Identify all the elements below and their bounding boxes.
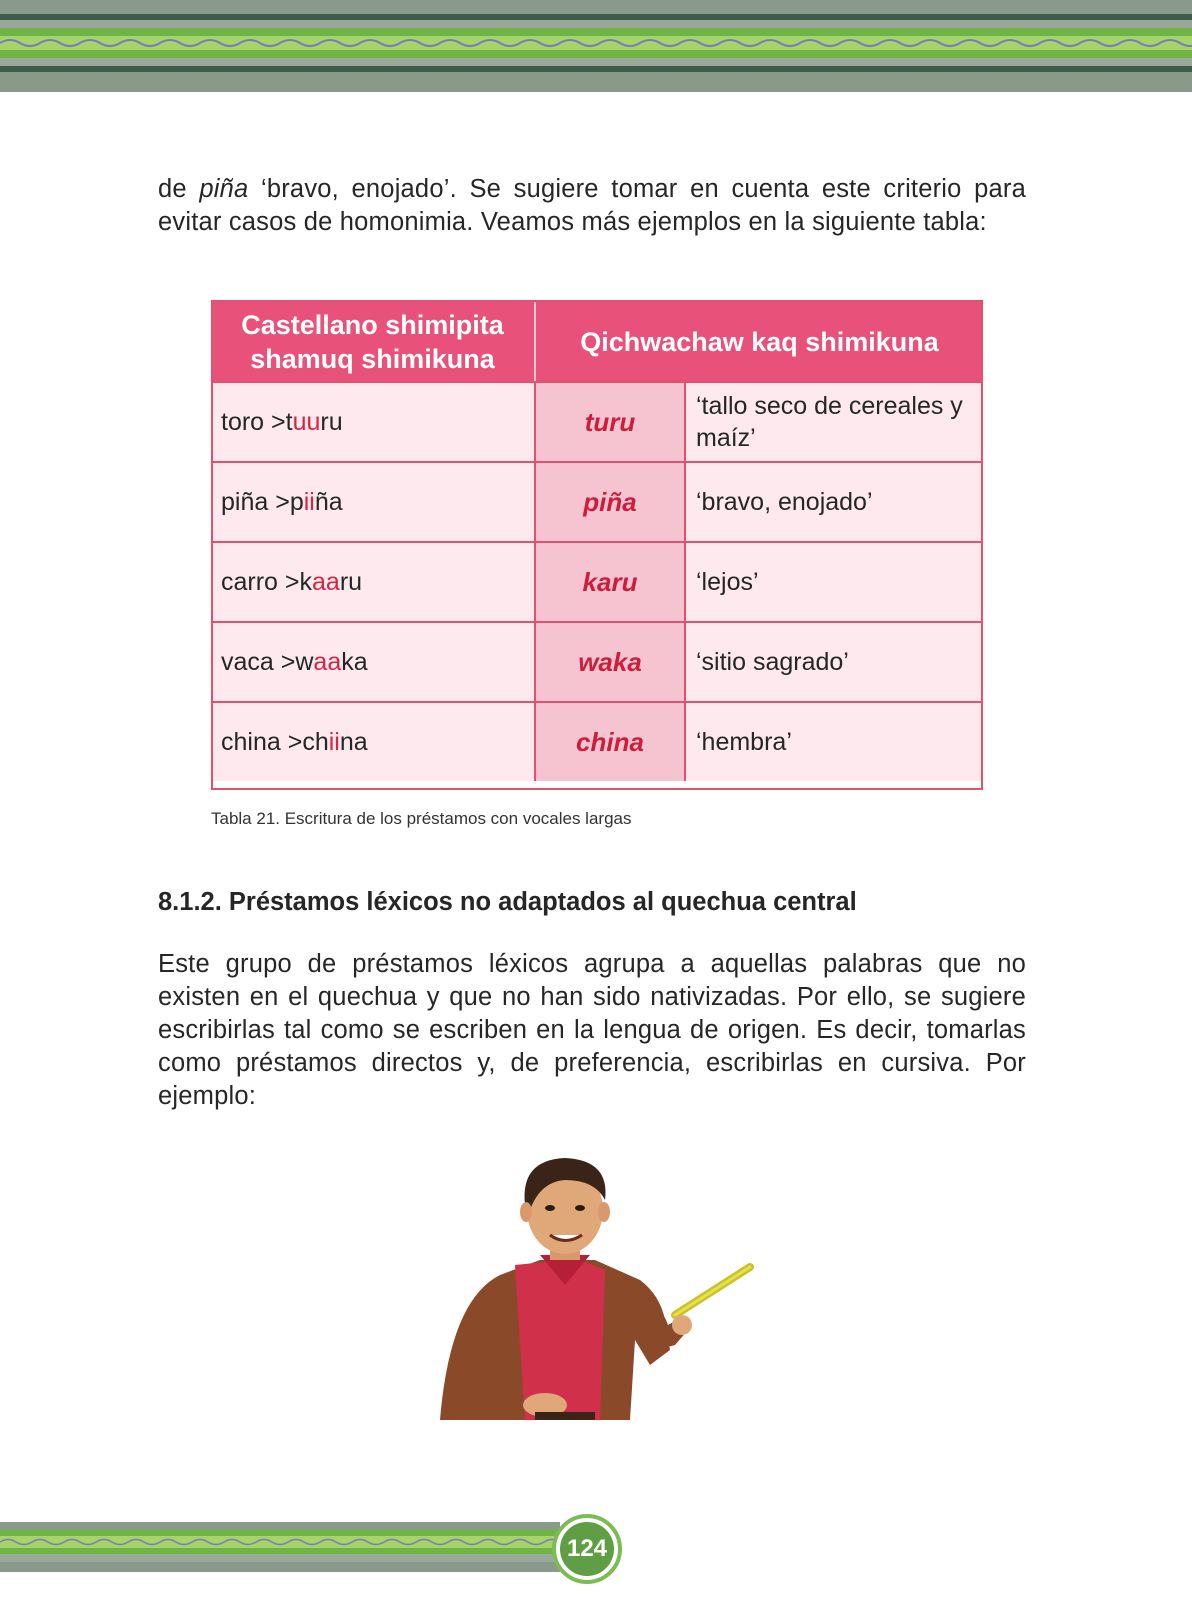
table-header-right: Qichwachaw kaq shimikuna	[536, 300, 983, 383]
teacher-illustration	[420, 1150, 770, 1440]
spanish-loan-cell: china > ch ii na	[211, 703, 536, 781]
page-number-badge	[552, 1514, 622, 1584]
quechua-word-cell: waka	[536, 623, 686, 701]
top-decorative-band	[0, 0, 1192, 96]
gloss-cell: ‘hembra’	[686, 703, 983, 781]
section-heading: 8.1.2. Préstamos léxicos no adaptados al quechua central	[158, 888, 857, 916]
section-body: Este grupo de préstamos léxicos agrupa a aquellas palabras que no existen en el quechua y que no han sido nativizadas. Por ello, se sugiere escribirlas tal como se escriben en la lengua de origen. Es decir, tomarlas como préstamos directos y, de preferencia, escribirlas en cursiva. Por ejemplo:	[158, 950, 1026, 1110]
table-row	[211, 541, 983, 621]
spanish-loan-cell: vaca > w aa ka	[211, 623, 536, 701]
gloss-cell: ‘bravo, enojado’	[686, 463, 983, 541]
table-row	[211, 701, 983, 781]
long-vowel: aa	[312, 567, 340, 596]
quechua-word-cell: turu	[536, 383, 686, 461]
page-number: 124	[560, 1522, 614, 1576]
quechua-word-cell: china	[536, 703, 686, 781]
quechua-word-cell: piña	[536, 463, 686, 541]
table-row	[211, 621, 983, 701]
table-row	[211, 461, 983, 541]
spanish-loan-cell: toro > t uu ru	[211, 383, 536, 461]
italic-word: piña	[199, 175, 249, 203]
gloss-cell: ‘tallo seco de cereales y maíz’	[686, 383, 983, 461]
table-header-left: Castellano shimipita shamuq shimikuna	[211, 300, 536, 383]
long-vowel: aa	[313, 647, 342, 676]
quechua-word-cell: karu	[536, 543, 686, 621]
spanish-loan-cell: piña > p ii ña	[211, 463, 536, 541]
gloss-cell: ‘lejos’	[686, 543, 983, 621]
long-vowel: uu	[292, 407, 321, 436]
long-vowel: ii	[328, 727, 340, 756]
long-vowel: ii	[303, 487, 315, 516]
table-caption: Tabla 21. Escritura de los préstamos con vocales largas	[211, 809, 632, 828]
gloss-cell: ‘sitio sagrado’	[686, 623, 983, 701]
intro-paragraph: de piña ‘bravo, enojado’. Se sugiere tomar en cuenta este criterio para evitar casos de homonimia. Veamos más ejemplos en la siguiente tabla:	[158, 175, 1026, 236]
bottom-decorative-band	[0, 1522, 560, 1576]
spanish-loan-cell: carro > k aa ru	[211, 543, 536, 621]
table-row	[211, 381, 983, 461]
